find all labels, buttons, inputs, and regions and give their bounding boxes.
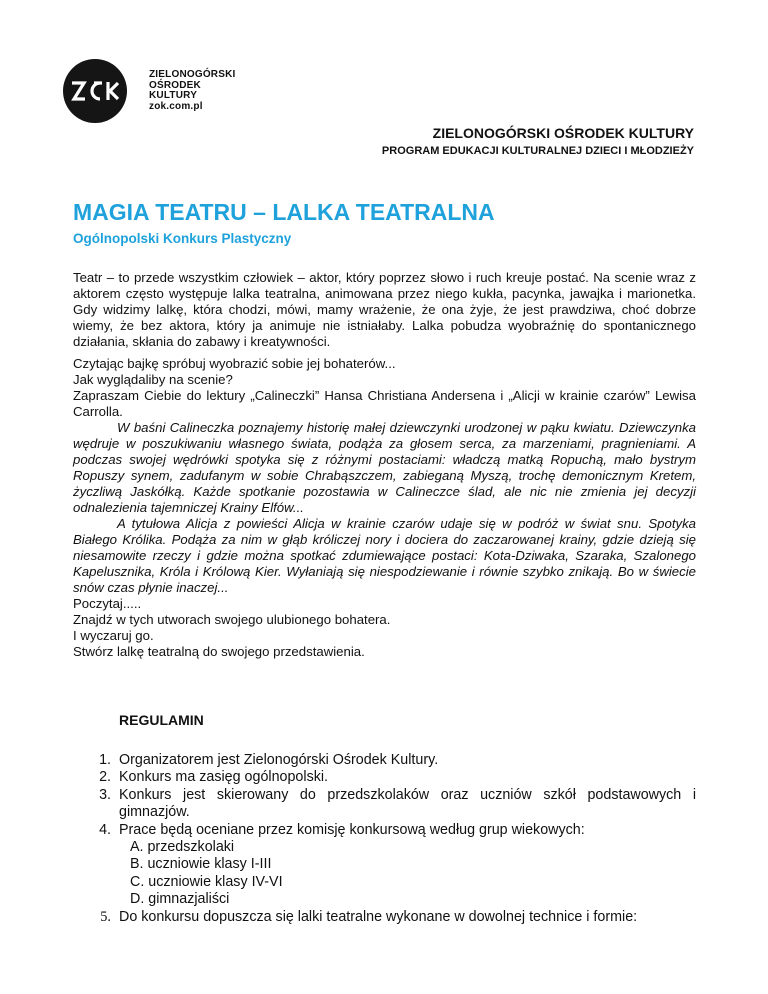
logo-line-2: OŚRODEK <box>149 79 201 91</box>
logo-line-1: ZIELONOGÓRSKI <box>149 69 236 80</box>
alicja-paragraph: A tytułowa Alicja z powieści Alicja w krainie czarów udaje się w podróż w świat snu. Spotyka Białego Królika. Podąża za nim w głąb króliczej nory i dociera do zaczarowanej krainy, gdzie dzieją się niesamowite rzeczy i gdzie można spotkać zdumiewające postaci: Kota-Dziwaka, Szaraka, Szalonego Kapelusznika, Króla i Królową Kier. Wyłaniają się niespodziewanie i równie szybko znikają. Bo w świecie snów czas płynie inaczej... <box>73 516 696 595</box>
regulamin-heading: REGULAMIN <box>119 712 204 728</box>
rule-item <box>73 752 696 769</box>
page-subtitle: Ogólnopolski Konkurs Plastyczny <box>73 231 292 246</box>
rule-number: 5. <box>100 908 111 925</box>
age-group-item: C. uczniowie klasy IV-VI <box>130 873 283 890</box>
rule-text: Organizatorem jest Zielonogórski Ośrodek Kultury. <box>119 752 439 768</box>
body-line-4: Poczytaj..... <box>73 596 142 611</box>
intro-paragraph: Teatr – to przede wszystkim człowiek – aktor, który poprzez słowo i ruch kreuje postać. Na scenie wraz z aktorem często występuje lalka teatralna, animowana przez niego kukła, pacynka, jawajka i marionetka. Gdy widzimy lalkę, która chodzi, mówi, mamy wrażenie, że ona żyje, że jest prawdziwa, choć dobrze wiemy, że bez aktora, który ja animuje nie istniałaby. Lalka pobudza wyobraźnię do spontanicznego działania, skłania do zabawy i kreatywności. <box>73 270 696 349</box>
age-group-list <box>73 839 696 909</box>
rule-text: Konkurs jest skierowany do przedszkolaków oraz uczniów szkół podstawowych i gimnazjów. <box>119 786 696 821</box>
age-group-item: A. przedszkolaki <box>130 839 235 856</box>
rule-text: Konkurs ma zasięg ogólnopolski. <box>119 769 329 786</box>
logo-url: zok.com.pl <box>149 100 203 112</box>
header-subtitle: PROGRAM EDUKACJI KULTURALNEJ DZIECI I MŁODZIEŻY <box>381 145 694 157</box>
body-line-2: Jak wyglądaliby na scenie? <box>73 372 233 387</box>
rule-number: 3. <box>99 786 111 803</box>
zok-monogram-icon <box>71 80 119 102</box>
body-line-7: Stwórz lalkę teatralną do swojego przedstawienia. <box>73 644 365 659</box>
rule-number: 2. <box>99 769 111 786</box>
header-title: ZIELONOGÓRSKI OŚRODEK KULTURY <box>432 125 694 141</box>
body-text <box>73 356 696 660</box>
rule-text: Do konkursu dopuszcza się lalki teatralne wykonane w dowolnej technice i formie: <box>119 908 638 925</box>
rule-item <box>73 822 696 839</box>
body-line-1: Czytając bajkę spróbuj wyobrazić sobie jej bohaterów... <box>73 356 396 371</box>
rule-text: Prace będą oceniane przez komisję konkursową według grup wiekowych: <box>119 821 585 838</box>
rule-item <box>73 769 696 786</box>
rule-number: 4. <box>99 821 111 838</box>
age-group-item: D. gimnazjaliści <box>130 891 230 908</box>
zok-logo-mark <box>63 59 127 123</box>
rule-item <box>73 787 696 822</box>
logo-line-3: KULTURY <box>149 90 198 101</box>
body-line-5: Znajdź w tych utworach swojego ulubionego bohatera. <box>73 612 391 627</box>
rule-item <box>73 909 696 926</box>
regulamin-list <box>73 752 696 926</box>
zok-logo <box>63 58 247 124</box>
body-line-6: I wyczaruj go. <box>73 628 154 643</box>
zok-logo-text <box>149 70 236 112</box>
page-title: MAGIA TEATRU – LALKA TEATRALNA <box>73 199 495 225</box>
age-group-item: B. uczniowie klasy I-III <box>130 856 272 873</box>
calineczka-paragraph: W baśni Calineczka poznajemy historię małej dziewczynki urodzonej w pąku kwiatu. Dziewczynka wędruje w poszukiwaniu własnego świata, podąża za głosem serca, za marzeniami, pragnieniami. A podczas swojej wędrówki spotyka się z różnymi postaciami: władczą matką Ropuchą, mało bystrym Ropuszy synem, zadufanym w sobie Chrabąszczem, zabieganą Myszą, trochę demonicznym Kretem, życzliwą Jaskółką. Każde spotkanie pozostawia w Calineczce ślad, ale nic nie zmienia jej decyzji odnalezienia tajemniczej Krainy Elfów... <box>73 420 696 515</box>
rule-number: 1. <box>99 752 111 768</box>
body-line-3: Zapraszam Ciebie do lektury „Calineczki” Hansa Christiana Andersena i „Alicji w krainie czarów” Lewisa Carrolla. <box>73 388 696 419</box>
